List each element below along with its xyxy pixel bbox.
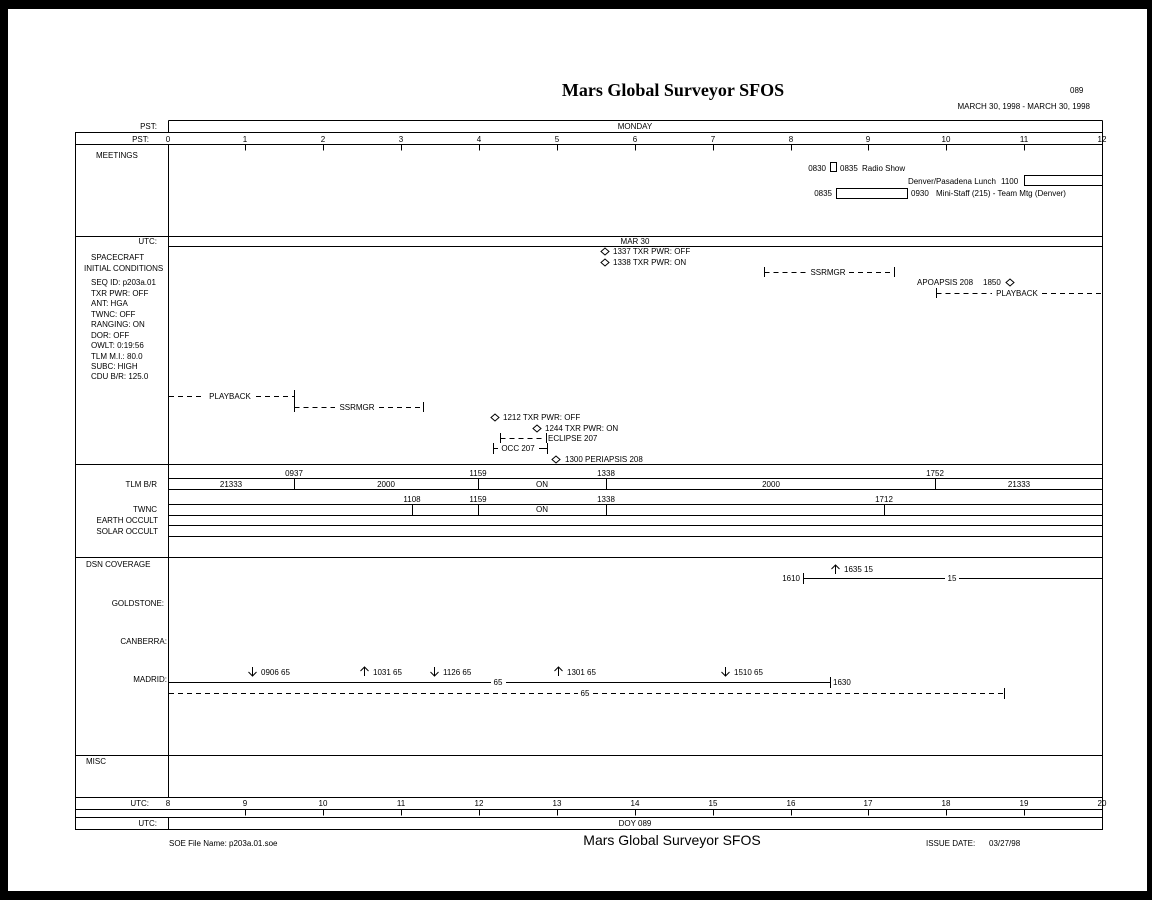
pst-tick-label: 8 bbox=[788, 135, 794, 144]
event-eclipse: ECLIPSE 207 bbox=[548, 434, 598, 443]
madrid-track-end: 1630 bbox=[833, 678, 851, 687]
meeting-text: Denver/Pasadena Lunch bbox=[907, 177, 996, 186]
utc-date-label: MAR 30 bbox=[620, 237, 650, 246]
pst-tick-label: 0 bbox=[165, 135, 171, 144]
soe-file-name: SOE File Name: p203a.01.soe bbox=[169, 839, 278, 848]
utc-tick-label: 9 bbox=[242, 799, 248, 808]
diamond-1244-icon bbox=[533, 425, 541, 432]
utc-tick-label: 20 bbox=[1097, 799, 1107, 808]
utc-row-label: UTC: bbox=[138, 237, 157, 246]
initial-conditions-label: INITIAL CONDITIONS bbox=[84, 264, 164, 273]
condition-item: RANGING: ON bbox=[91, 320, 145, 329]
madrid-mark-text: 1031 65 bbox=[373, 668, 402, 677]
spacecraft-label: SPACECRAFT bbox=[91, 253, 145, 262]
document-title: Mars Global Surveyor SFOS bbox=[561, 80, 785, 100]
tlm-value: 2000 bbox=[377, 480, 395, 489]
tlm-time: 1159 bbox=[469, 469, 487, 478]
condition-item: SEQ ID: p203a.01 bbox=[91, 278, 156, 287]
madrid-dashed-mid: 65 bbox=[580, 689, 590, 698]
twnc-time: 1712 bbox=[875, 495, 893, 504]
dsn-coverage-label: DSN COVERAGE bbox=[86, 560, 151, 569]
meeting-end: 0835 bbox=[840, 164, 858, 173]
madrid-set-1510-icon bbox=[722, 667, 730, 676]
diamond-apoapsis-icon bbox=[1006, 279, 1014, 286]
tlm-time: 1338 bbox=[597, 469, 615, 478]
sfos-document bbox=[8, 9, 1147, 891]
madrid-mark-text: 1510 65 bbox=[734, 668, 763, 677]
event-occ: OCC 207 bbox=[501, 444, 535, 453]
event-txr-off-1212: 1212 TXR PWR: OFF bbox=[503, 413, 581, 422]
event-txr-off-1337: 1337 TXR PWR: OFF bbox=[613, 247, 691, 256]
utc-axis-label: UTC: bbox=[130, 799, 149, 808]
goldstone-mid-text: 15 bbox=[947, 574, 957, 583]
issue-date-label: ISSUE DATE: bbox=[926, 839, 976, 848]
tlm-time: 0937 bbox=[285, 469, 303, 478]
condition-item: ANT: HGA bbox=[91, 299, 128, 308]
tlm-label: TLM B/R bbox=[125, 480, 157, 489]
condition-item: SUBC: HIGH bbox=[91, 362, 138, 371]
footer-title: Mars Global Surveyor SFOS bbox=[583, 832, 761, 848]
pst-tick-label: 5 bbox=[554, 135, 560, 144]
pst-tick-labels bbox=[166, 135, 1107, 144]
pst-tick-label: 2 bbox=[320, 135, 326, 144]
meeting-radio-show-box bbox=[831, 163, 837, 172]
meeting-lunch-box bbox=[1025, 176, 1103, 186]
pst-day-label: MONDAY bbox=[617, 122, 653, 131]
utc-tick-label: 11 bbox=[396, 799, 406, 808]
utc-tick-label: 12 bbox=[474, 799, 484, 808]
event-apoapsis-time: 1850 bbox=[983, 278, 1001, 287]
event-periapsis: 1300 PERIAPSIS 208 bbox=[565, 455, 643, 464]
madrid-mark-text: 1301 65 bbox=[567, 668, 596, 677]
condition-item: TWNC: OFF bbox=[91, 310, 136, 319]
madrid-track-mid: 65 bbox=[493, 678, 503, 687]
twnc-time: 1108 bbox=[403, 495, 421, 504]
pst-axis-label: PST: bbox=[132, 135, 149, 144]
meeting-start: 1100 bbox=[1001, 177, 1019, 186]
doy-code: 089 bbox=[1070, 86, 1084, 95]
event-ssrmgr-2: SSRMGR bbox=[339, 403, 375, 412]
tlm-value: 2000 bbox=[762, 480, 780, 489]
utc-tick-label: 16 bbox=[786, 799, 796, 808]
goldstone-start-text: 1610 bbox=[782, 574, 800, 583]
tlm-value: 21333 bbox=[219, 480, 243, 489]
meeting-start: 0835 bbox=[814, 189, 832, 198]
doy-label: DOY 089 bbox=[618, 819, 652, 828]
condition-item: TLM M.I.: 80.0 bbox=[91, 352, 143, 361]
date-range: MARCH 30, 1998 - MARCH 30, 1998 bbox=[957, 102, 1090, 111]
pst-tick-label: 6 bbox=[632, 135, 638, 144]
meeting-end: 0930 bbox=[911, 189, 929, 198]
doy-row-label: UTC: bbox=[138, 819, 157, 828]
diamond-periapsis-icon bbox=[552, 456, 560, 463]
twnc-time: 1338 bbox=[597, 495, 615, 504]
twnc-value: ON bbox=[536, 505, 548, 514]
utc-tick-label: 15 bbox=[708, 799, 718, 808]
event-txr-on-1338: 1338 TXR PWR: ON bbox=[613, 258, 687, 267]
utc-tick-marks bbox=[246, 810, 1025, 816]
goldstone-label: GOLDSTONE: bbox=[111, 599, 164, 608]
utc-tick-labels bbox=[166, 799, 1107, 808]
madrid-label: MADRID: bbox=[133, 675, 167, 684]
madrid-set-1126-icon bbox=[431, 667, 439, 676]
madrid-mark-text: 0906 65 bbox=[261, 668, 290, 677]
issue-date: 03/27/98 bbox=[989, 839, 1021, 848]
utc-tick-label: 8 bbox=[165, 799, 171, 808]
diamond-1338-icon bbox=[601, 259, 609, 266]
tlm-value: ON bbox=[536, 480, 548, 489]
utc-tick-label: 10 bbox=[318, 799, 328, 808]
meetings-section-label: MEETINGS bbox=[96, 151, 138, 160]
misc-label: MISC bbox=[86, 757, 106, 766]
pst-tick-label: 9 bbox=[865, 135, 871, 144]
tlm-value: 21333 bbox=[1007, 480, 1031, 489]
schedule-sheet bbox=[8, 9, 1147, 891]
event-playback-1: PLAYBACK bbox=[996, 289, 1038, 298]
pst-tick-label: 7 bbox=[710, 135, 716, 144]
condition-item: CDU B/R: 125.0 bbox=[91, 372, 149, 381]
twnc-time: 1159 bbox=[469, 495, 487, 504]
madrid-rise-1301-icon bbox=[555, 667, 563, 676]
initial-conditions-list bbox=[91, 278, 156, 381]
pst-tick-label: 10 bbox=[941, 135, 951, 144]
madrid-set-0906-icon bbox=[249, 667, 257, 676]
pst-tick-label: 3 bbox=[398, 135, 404, 144]
utc-tick-label: 19 bbox=[1019, 799, 1029, 808]
twnc-label: TWNC bbox=[133, 505, 157, 514]
pst-row-label: PST: bbox=[140, 122, 157, 131]
meeting-start: 0830 bbox=[808, 164, 826, 173]
event-playback-2: PLAYBACK bbox=[209, 392, 251, 401]
utc-tick-label: 13 bbox=[552, 799, 562, 808]
meeting-text: Mini-Staff (215) - Team Mtg (Denver) bbox=[936, 189, 1066, 198]
condition-item: TXR PWR: OFF bbox=[91, 289, 149, 298]
solar-occult-label: SOLAR OCCULT bbox=[96, 527, 158, 536]
meeting-text: Radio Show bbox=[862, 164, 906, 173]
pst-tick-label: 4 bbox=[476, 135, 482, 144]
condition-item: OWLT: 0:19:56 bbox=[91, 341, 144, 350]
goldstone-rise-icon bbox=[832, 565, 840, 574]
pst-tick-label: 11 bbox=[1019, 135, 1029, 144]
event-apoapsis: APOAPSIS 208 bbox=[917, 278, 974, 287]
diamond-1337-icon bbox=[601, 248, 609, 255]
event-txr-on-1244: 1244 TXR PWR: ON bbox=[545, 424, 619, 433]
pst-tick-marks bbox=[246, 145, 1025, 151]
madrid-mark-text: 1126 65 bbox=[443, 668, 472, 677]
meeting-staff-box bbox=[837, 189, 908, 199]
diamond-1212-icon bbox=[491, 414, 499, 421]
condition-item: DOR: OFF bbox=[91, 331, 130, 340]
pst-tick-label: 1 bbox=[242, 135, 248, 144]
pst-tick-label: 12 bbox=[1097, 135, 1107, 144]
utc-tick-label: 18 bbox=[941, 799, 951, 808]
tlm-time: 1752 bbox=[926, 469, 944, 478]
madrid-rise-1031-icon bbox=[361, 667, 369, 676]
utc-tick-label: 14 bbox=[630, 799, 640, 808]
goldstone-rise-text: 1635 15 bbox=[844, 565, 873, 574]
timeline-chart bbox=[8, 9, 1147, 891]
earth-occult-label: EARTH OCCULT bbox=[96, 516, 158, 525]
event-ssrmgr-1: SSRMGR bbox=[810, 268, 846, 277]
canberra-label: CANBERRA: bbox=[120, 637, 167, 646]
utc-tick-label: 17 bbox=[863, 799, 873, 808]
